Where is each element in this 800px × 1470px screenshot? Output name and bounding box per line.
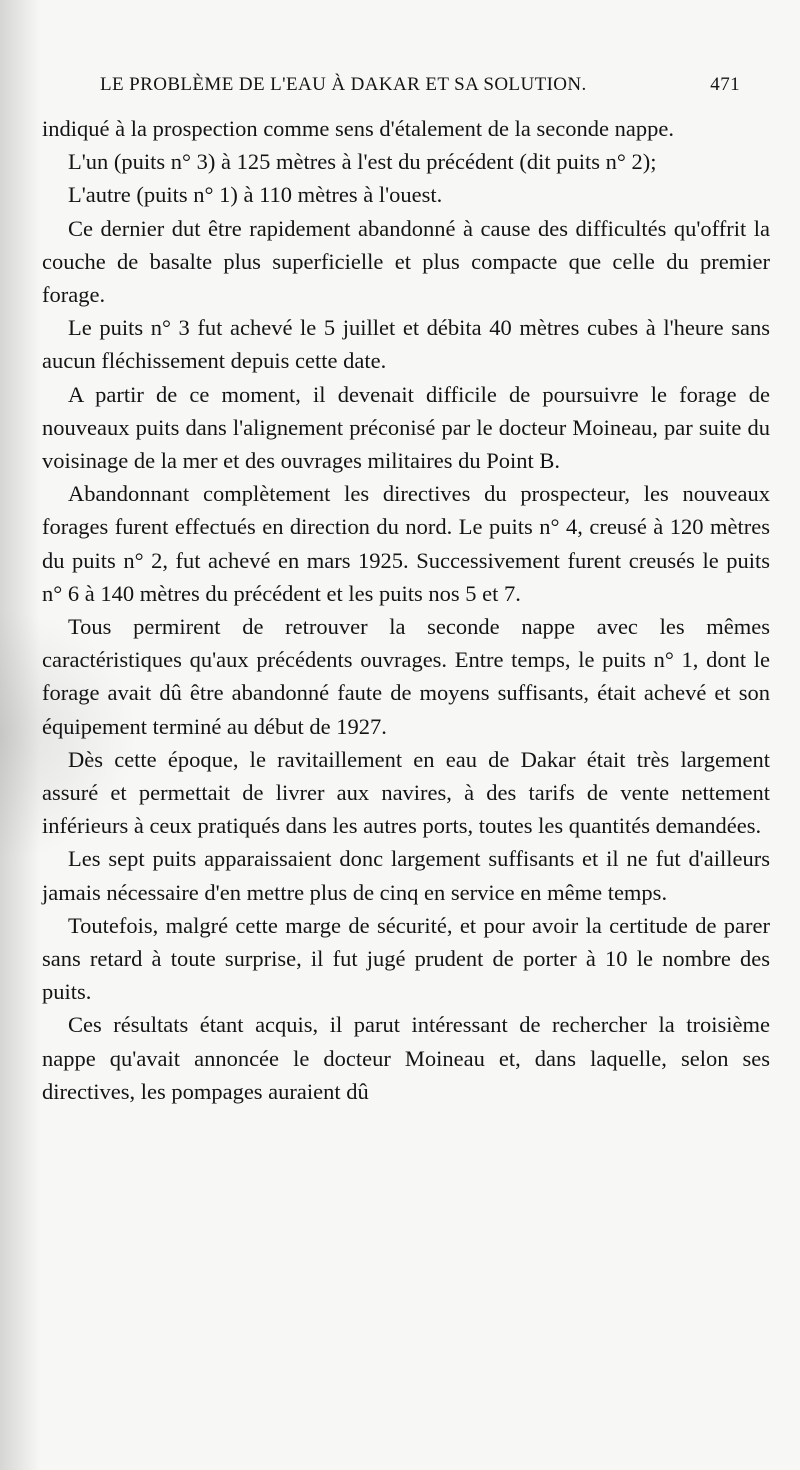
body-text xyxy=(42,112,770,1108)
running-header xyxy=(100,74,740,96)
paragraph: Dès cette époque, le ravitaillement en eau de Dakar était très largement assuré et permettait de livrer aux navires, à des tarifs de vente nettement inférieurs à ceux pratiqués dans les autres ports, toutes les quantités demandées. xyxy=(42,746,770,839)
paragraph: Abandonnant complètement les directives du prospecteur, les nouveaux forages furent effectués en direction du nord. Le puits n° 4, creusé à 120 mètres du puits n° 2, fut achevé en mars 1925. Successivement furent creusés le puits n° 6 à 140 mètres du précédent et les puits nos 5 et 7. xyxy=(42,481,770,606)
paragraph: indiqué à la prospection comme sens d'étalement de la seconde nappe. xyxy=(42,116,674,141)
paragraph: Les sept puits apparaissaient donc largement suffisants et il ne fut d'ailleurs jamais nécessaire d'en mettre plus de cinq en service en même temps. xyxy=(42,846,770,905)
paragraph: Ce dernier dut être rapidement abandonné à cause des difficultés qu'offrit la couche de basalte plus superficielle et plus compacte que celle du premier forage. xyxy=(42,215,770,308)
paragraph: Tous permirent de retrouver la seconde nappe avec les mêmes caractéristiques qu'aux précédents ouvrages. Entre temps, le puits n° 1, dont le forage avait dû être abandonné faute de moyens suffisants, était achevé et son équipement terminé au début de 1927. xyxy=(42,614,770,739)
paragraph: Toutefois, malgré cette marge de sécurité, et pour avoir la certitude de parer sans retard à toute surprise, il fut jugé prudent de porter à 10 le nombre des puits. xyxy=(42,912,770,1005)
paragraph: L'un (puits n° 3) à 125 mètres à l'est du précédent (dit puits n° 2); xyxy=(68,149,657,175)
page-number: 471 xyxy=(710,74,740,95)
page-edge-shadow xyxy=(0,0,40,1470)
paragraph: L'autre (puits n° 1) à 110 mètres à l'ouest. xyxy=(68,182,443,208)
paragraph: Le puits n° 3 fut achevé le 5 juillet et débita 40 mètres cubes à l'heure sans aucun fléchissement depuis cette date. xyxy=(42,315,770,374)
paragraph: A partir de ce moment, il devenait difficile de poursuivre le forage de nouveaux puits dans l'alignement préconisé par le docteur Moineau, par suite du voisinage de la mer et des ouvrages militaires du Point B. xyxy=(42,381,770,474)
running-title: LE PROBLÈME DE L'EAU À DAKAR ET SA SOLUTION. xyxy=(100,74,587,95)
paragraph: Ces résultats étant acquis, il parut intéressant de rechercher la troisième nappe qu'avait annoncée le docteur Moineau et, dans laquelle, selon ses directives, les pompages auraient dû xyxy=(42,1012,770,1104)
